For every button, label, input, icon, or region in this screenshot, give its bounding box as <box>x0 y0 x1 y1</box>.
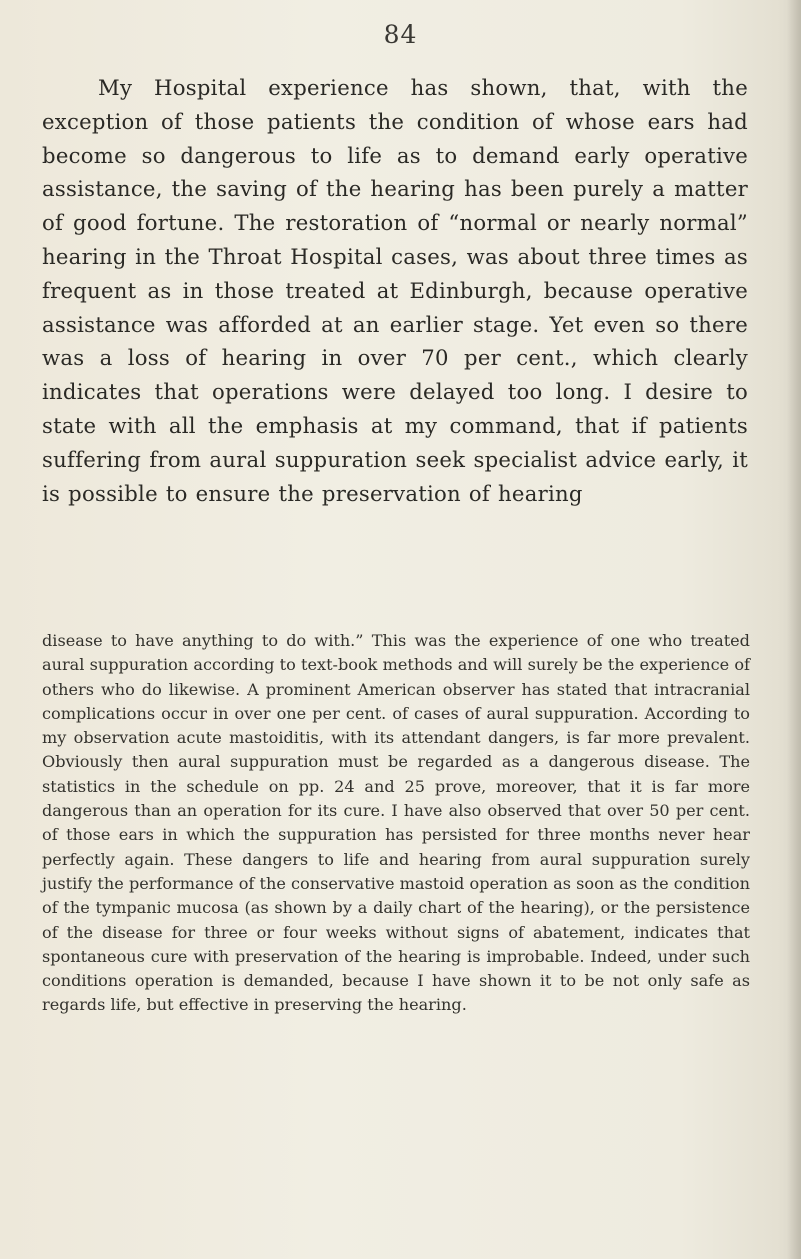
small-print-paragraph: disease to have anything to do with.” This was the experience of one who treated aural suppuration according to text-book methods and will surely be the experience of others who do likewise. A prominent American observer has stated that intracranial complications occur in over one per cent. of cases of aural suppuration. According to my observation acute mastoiditis, with its attendant dangers, is far more prevalent. Obviously then aural suppuration must be regarded as a dangerous disease. The statistics in the schedule on pp. 24 and 25 prove, moreover, that it is far more dangerous than an operation for its cure. I have also observed that over 50 per cent. of those ears in which the suppuration has persisted for three months never hear perfectly again. These dangers to life and hearing from aural suppuration surely justify the performance of the conservative mastoid operation as soon as the condition of the tympanic mucosa (as shown by a daily chart of the hearing), or the persistence of the disease for three or four weeks without signs of abatement, indicates that spontaneous cure with preservation of the hearing is improbable. Indeed, under such conditions operation is demanded, because I have shown it to be not only safe as regards life, but effective in preserving the hearing. <box>42 631 750 1015</box>
main-paragraph: My Hospital experience has shown, that, with the exception of those patients the condition of whose ears had become so dangerous to life as to demand early operative assistance, the saving of the hearing has been purely a matter of good fortune. The restoration of “normal or nearly normal” hearing in the Throat Hospital cases, was about three times as frequent as in those treated at Edinburgh, because operative assistance was afforded at an earlier stage. Yet even so there was a loss of hearing in over 70 per cent., which clearly indicates that operations were delayed too long. I desire to state with all the emphasis at my command, that if patients suffering from aural suppuration seek specialist advice early, it is possible to ensure the preservation of hearing <box>42 75 748 506</box>
page-number: 84 <box>383 20 418 49</box>
page-edge-shadow <box>787 0 801 1259</box>
